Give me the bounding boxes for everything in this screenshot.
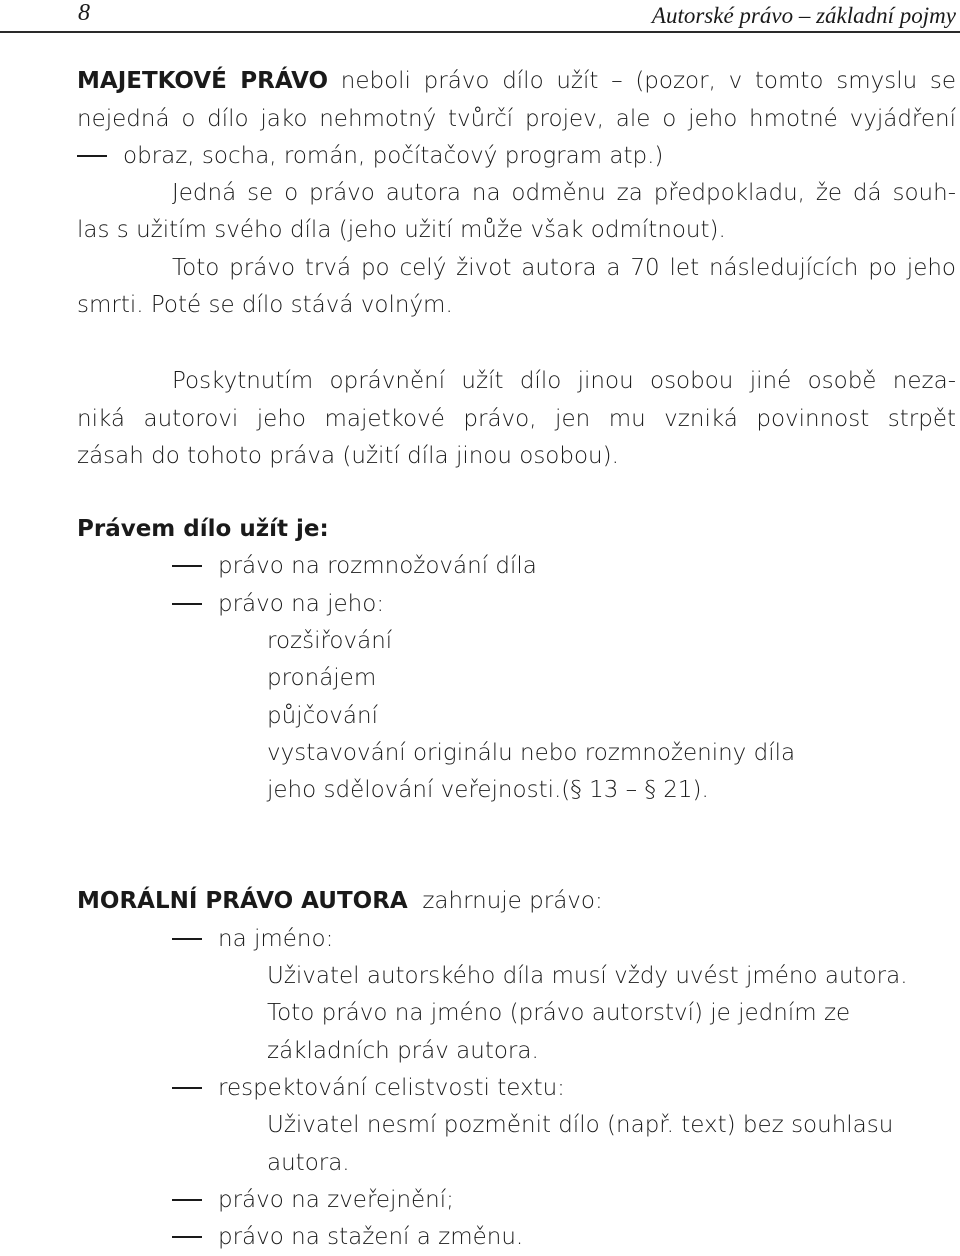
moralni-item-3: právo na zveřejnění; xyxy=(172,1185,454,1215)
moralni-item-1: na jméno: xyxy=(172,924,333,954)
majetkove-line-7: smrti. Poté se dílo stává volným. xyxy=(77,292,453,318)
running-title: Autorské právo – základní pojmy xyxy=(651,3,956,28)
page-number: 8 xyxy=(78,0,90,26)
dash-icon xyxy=(172,603,202,605)
dash-icon xyxy=(172,1236,202,1238)
majetkove-line-1: MAJETKOVÉ PRÁVO neboli právo dílo užít – (pozor, v tomto smyslu se xyxy=(77,68,957,94)
dash-icon xyxy=(77,155,107,157)
pravem-heading: Právem dílo užít je: xyxy=(77,516,329,542)
pravem-sub-2: pronájem xyxy=(267,665,377,691)
pravem-sub-5: jeho sdělování veřejnosti.(§ 13 – § 21). xyxy=(267,777,709,803)
dash-icon xyxy=(172,938,202,940)
moralni-item-2-line-1: Uživatel nesmí pozměnit dílo (např. text) bez souhlasu xyxy=(267,1112,894,1138)
moralni-item-4: právo na stažení a změnu. xyxy=(172,1222,523,1252)
poskytnutim-line-3: zásah do tohoto práva (užití díla jinou osobou). xyxy=(77,443,619,469)
dash-icon xyxy=(172,1199,202,1201)
majetkove-line-6: Toto právo trvá po celý život autora a 70 let následujících po jeho xyxy=(172,255,956,281)
poskytnutim-line-2: niká autorovi jeho majetkové právo, jen mu vzniká povinnost strpět xyxy=(77,406,956,432)
majetkove-line-4: Jedná se o právo autora na odměnu za předpokladu, že dá souh- xyxy=(172,180,956,206)
moralni-heading: MORÁLNÍ PRÁVO AUTORA xyxy=(77,888,408,914)
pravem-sub-1: rozšiřování xyxy=(267,628,393,654)
moralni-item-2-line-2: autora. xyxy=(267,1150,350,1176)
dash-icon xyxy=(172,565,202,567)
pravem-sub-3: půjčování xyxy=(267,703,378,729)
moralni-item-2: respektování celistvosti textu: xyxy=(172,1073,565,1103)
moralni-item-1-line-1: Uživatel autorského díla musí vždy uvést jméno autora. xyxy=(267,963,908,989)
majetkove-heading: MAJETKOVÉ PRÁVO xyxy=(77,68,329,94)
majetkove-line-2: nejedná o dílo jako nehmotný tvůrčí projev, ale o jeho hmotné vyjádření xyxy=(77,106,956,132)
majetkove-line-5: las s užitím svého díla (jeho užití může však odmítnout). xyxy=(77,217,726,243)
majetkove-line-3: obraz, socha, román, počítačový program atp.) xyxy=(77,141,663,171)
dash-icon xyxy=(172,1087,202,1089)
pravem-item-2: právo na jeho: xyxy=(172,589,384,619)
pravem-item-1: právo na rozmnožování díla xyxy=(172,551,537,581)
page-header xyxy=(0,0,960,34)
pravem-sub-4: vystavování originálu nebo rozmnoženiny díla xyxy=(267,740,796,766)
poskytnutim-line-1: Poskytnutím oprávnění užít dílo jinou osobou jiné osobě neza- xyxy=(172,368,956,394)
moralni-item-1-line-2: Toto právo na jméno (právo autorství) je jedním ze xyxy=(267,1000,851,1026)
header-rule xyxy=(0,31,960,33)
moralni-item-1-line-3: základních práv autora. xyxy=(267,1038,539,1064)
moralni-heading-line: MORÁLNÍ PRÁVO AUTORA zahrnuje právo: xyxy=(77,888,603,914)
